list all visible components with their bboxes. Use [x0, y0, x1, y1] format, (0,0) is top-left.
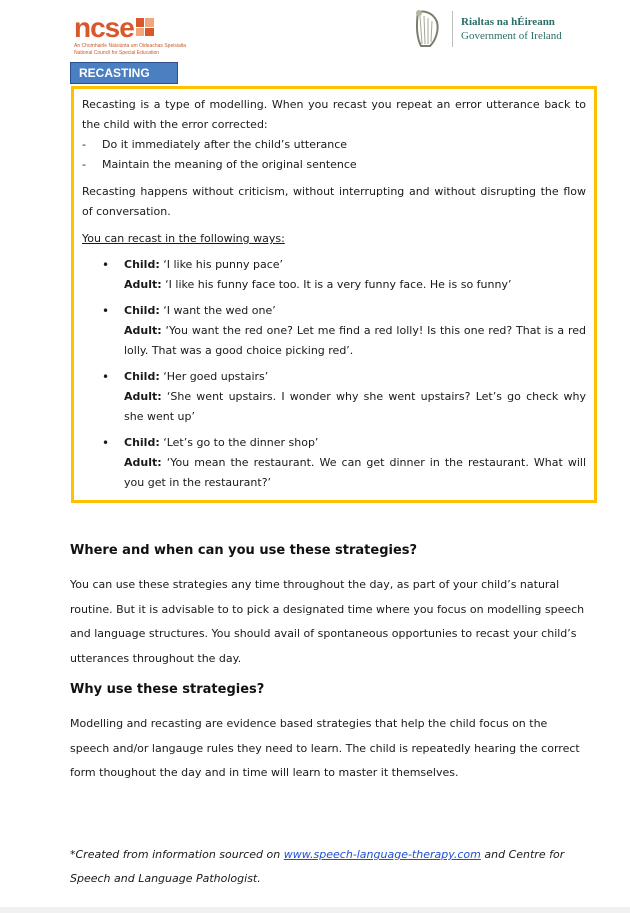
example-item — [102, 367, 586, 427]
bullet-icon: • — [102, 304, 110, 318]
footnote-prefix: *Created from information sourced on — [70, 848, 284, 861]
recasting-section-tab: RECASTING — [70, 62, 178, 84]
harp-icon — [412, 8, 442, 50]
gov-name-english: Government of Ireland — [461, 30, 562, 42]
example-child: Child: ‘Her goed upstairs’ — [124, 370, 269, 383]
example-item — [102, 255, 586, 295]
example-adult: Adult: ‘She went upstairs. I wonder why she went upstairs? Let’s go check why she went up’ — [124, 390, 586, 423]
example-adult: Adult: ‘You mean the restaurant. We can get dinner in the restaurant. What will you get in the restaurant?’ — [124, 456, 586, 489]
ncse-logo — [74, 12, 187, 56]
bullet-icon: • — [102, 370, 110, 384]
logo-wordmark: ncse — [74, 12, 134, 43]
rule-text: Maintain the meaning of the original sentence — [102, 158, 357, 171]
example-item — [102, 301, 586, 361]
source-footnote — [70, 843, 590, 891]
rule-text: Do it immediately after the child’s utterance — [102, 138, 348, 151]
recasting-note: Recasting happens without criticism, without interrupting and without disrupting the flow of conversation. — [82, 185, 586, 218]
why-heading: Why use these strategies? — [70, 682, 265, 697]
example-adult: Adult: ‘I like his funny face too. It is a very funny face. He is so funny’ — [124, 278, 512, 291]
example-item — [102, 433, 586, 493]
where-when-body: You can use these strategies any time throughout the day, as part of your child’s natural routine. But it is advisable to to pick a designated time where you focus on modelling speech and language structures. You should avail of spontaneous opportunies to recast your child’s utterances throughout the day. — [70, 578, 585, 665]
why-body: Modelling and recasting are evidence based strategies that help the child focus on the speech and/or langauge rules they need to learn. The child is repeatedly hearing the correct form thoughout the day and in time will learn to master it themselves. — [70, 717, 580, 779]
gov-divider — [452, 11, 453, 47]
bullet-icon: • — [102, 436, 110, 450]
example-child: Child: ‘Let’s go to the dinner shop’ — [124, 436, 319, 449]
logo-subtitle-english: National Council for Special Education — [74, 50, 160, 56]
footnote-suffix: and Centre for Speech and Language Pathologist. — [70, 848, 565, 885]
bullet-icon: • — [102, 258, 110, 272]
where-when-heading: Where and when can you use these strategies? — [70, 543, 418, 558]
recasting-intro: Recasting is a type of modelling. When you recast you repeat an error utterance back to the child with the error corrected: — [82, 98, 586, 131]
recasting-box — [71, 86, 597, 503]
rule-item: - Maintain the meaning of the original sentence — [82, 155, 586, 175]
example-child: Child: ‘I like his punny pace’ — [124, 258, 284, 271]
source-link[interactable]: www.speech-language-therapy.com — [283, 848, 481, 861]
example-adult: Adult: ‘You want the red one? Let me find a red lolly! Is this one red? That is a red lolly. That was a good choice picking red’. — [124, 324, 587, 357]
ways-heading: You can recast in the following ways: — [82, 232, 285, 245]
logo-squares-icon — [136, 18, 154, 36]
page-bottom-edge — [0, 907, 630, 913]
gov-name-irish: Rialtas na hÉireann — [461, 16, 555, 28]
example-child: Child: ‘I want the wed one’ — [124, 304, 276, 317]
government-logo — [412, 8, 562, 50]
logo-subtitle-irish: An Chomhairle Náisiúnta um Oideachas Speisialta — [74, 43, 187, 49]
rule-item: - Do it immediately after the child’s utterance — [82, 135, 586, 155]
